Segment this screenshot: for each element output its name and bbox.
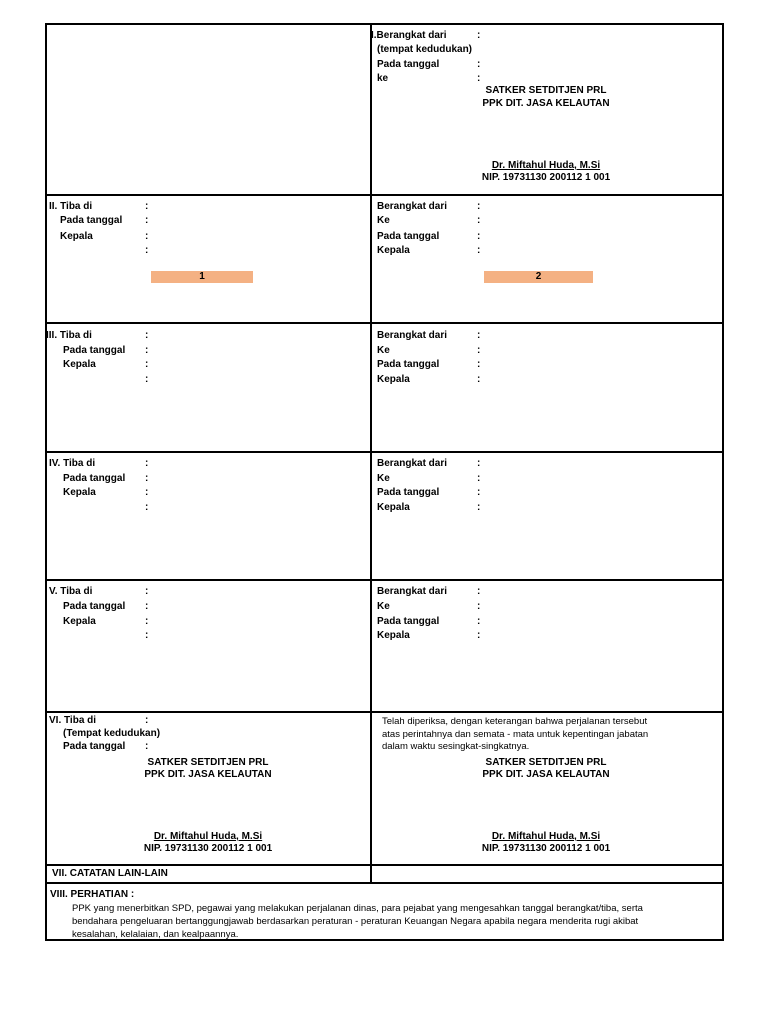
org-ppk: PPK DIT. JASA KELAUTAN [482, 98, 610, 109]
perhatian-title: VIII. PERHATIAN : [50, 889, 135, 900]
berangkat-dari-label: Berangkat dari [377, 586, 448, 597]
kepala-label: Kepala [377, 502, 410, 513]
colon: : [145, 359, 149, 370]
kepala-label: Kepala [63, 616, 96, 627]
row-divider-4 [45, 579, 724, 581]
colon: : [145, 374, 149, 385]
colon: : [477, 59, 481, 70]
pada-tanggal-label: Pada tanggal [63, 741, 126, 752]
page-badge-2: 2 [484, 271, 593, 283]
colon: : [477, 487, 481, 498]
colon: : [477, 215, 481, 226]
pada-tanggal-label: Pada tanggal [60, 215, 123, 226]
colon: : [145, 345, 149, 356]
colon: : [477, 616, 481, 627]
kepala-label: Kepala [63, 359, 96, 370]
colon: : [145, 630, 149, 641]
colon: : [145, 715, 149, 726]
colon: : [145, 330, 149, 341]
row-divider-1 [45, 194, 724, 196]
row-divider-7 [45, 882, 724, 884]
org-satker: SATKER SETDITJEN PRL [485, 85, 607, 96]
pada-tanggal-label: Pada tanggal [63, 601, 126, 612]
row-divider-2 [45, 322, 724, 324]
kepala-label: Kepala [377, 374, 410, 385]
colon: : [145, 231, 149, 242]
page-badge-1: 1 [151, 271, 253, 283]
colon: : [477, 458, 481, 469]
colon: : [145, 502, 149, 513]
colon: : [145, 586, 149, 597]
column-divider [370, 23, 372, 884]
kepala-label: Kepala [377, 245, 410, 256]
berangkat-dari-label: Berangkat dari [377, 330, 448, 341]
ke-label: Ke [377, 601, 390, 612]
pada-tanggal-label: Pada tanggal [63, 345, 126, 356]
org-satker: SATKER SETDITJEN PRL [147, 757, 269, 768]
colon: : [145, 201, 149, 212]
corner-mark [45, 23, 47, 25]
colon: : [145, 741, 149, 752]
verification-note-line-3: dalam waktu sesingkat-singkatnya. [382, 741, 530, 752]
colon: : [145, 487, 149, 498]
colon: : [477, 30, 481, 41]
perhatian-line-2: bendahara pengeluaran bertanggungjawab berdasarkan peraturan - peraturan Keuangan Negara apabila negara menderita rugi akibat [72, 916, 639, 927]
pada-tanggal-label: Pada tanggal [377, 616, 440, 627]
pada-tanggal-label: Pada tanggal [377, 487, 440, 498]
signatory-name: Dr. Miftahul Huda, M.Si [491, 160, 601, 171]
tiba-di-label: III. Tiba di [46, 330, 92, 341]
org-ppk: PPK DIT. JASA KELAUTAN [482, 769, 610, 780]
verification-note-line-1: Telah diperiksa, dengan keterangan bahwa perjalanan tersebut [382, 716, 648, 727]
tempat-kedudukan-label: (Tempat kedudukan) [63, 728, 161, 739]
tiba-di-label: V. Tiba di [49, 586, 93, 597]
berangkat-dari-label: I.Berangkat dari [371, 30, 447, 41]
colon: : [477, 231, 481, 242]
org-ppk: PPK DIT. JASA KELAUTAN [144, 769, 272, 780]
kepala-label: Kepala [377, 630, 410, 641]
signatory-name: Dr. Miftahul Huda, M.Si [491, 831, 601, 842]
org-satker: SATKER SETDITJEN PRL [485, 757, 607, 768]
pada-tanggal-label: Pada tanggal [377, 231, 440, 242]
colon: : [477, 359, 481, 370]
colon: : [477, 502, 481, 513]
colon: : [477, 73, 481, 84]
perhatian-line-1: PPK yang menerbitkan SPD, pegawai yang melakukan perjalanan dinas, para pejabat yang mengesahkan tanggal berangkat/tiba, serta [72, 903, 643, 914]
colon: : [145, 616, 149, 627]
colon: : [145, 601, 149, 612]
colon: : [477, 374, 481, 385]
pada-tanggal-label: Pada tanggal [377, 59, 440, 70]
berangkat-dari-label: Berangkat dari [377, 201, 448, 212]
colon: : [477, 601, 481, 612]
colon: : [477, 630, 481, 641]
tiba-di-label: VI. Tiba di [49, 715, 97, 726]
row-divider-5 [45, 711, 724, 713]
catatan-lain-lain-title: VII. CATATAN LAIN-LAIN [52, 868, 168, 879]
colon: : [477, 586, 481, 597]
signatory-nip: NIP. 19731130 200112 1 001 [481, 172, 611, 183]
kepala-label: Kepala [63, 487, 96, 498]
colon: : [477, 473, 481, 484]
berangkat-dari-label: Berangkat dari [377, 458, 448, 469]
row-divider-6 [45, 864, 724, 866]
perhatian-line-3: kesalahan, kelalaian, dan kealpaannya. [72, 929, 239, 940]
kepala-label: Kepala [60, 231, 93, 242]
colon: : [477, 345, 481, 356]
colon: : [145, 215, 149, 226]
colon: : [145, 458, 149, 469]
row-divider-3 [45, 451, 724, 453]
ke-label: ke [377, 73, 389, 84]
pada-tanggal-label: Pada tanggal [377, 359, 440, 370]
pada-tanggal-label: Pada tanggal [63, 473, 126, 484]
colon: : [477, 201, 481, 212]
colon: : [145, 473, 149, 484]
signatory-name: Dr. Miftahul Huda, M.Si [153, 831, 263, 842]
ke-label: Ke [377, 473, 390, 484]
signatory-nip: NIP. 19731130 200112 1 001 [481, 843, 611, 854]
colon: : [477, 245, 481, 256]
colon: : [477, 330, 481, 341]
ke-label: Ke [377, 215, 390, 226]
tempat-kedudukan-label: (tempat kedudukan) [377, 44, 473, 55]
verification-note-line-2: atas perintahnya dan semata - mata untuk kepentingan jabatan [382, 729, 649, 740]
ke-label: Ke [377, 345, 390, 356]
signatory-nip: NIP. 19731130 200112 1 001 [143, 843, 273, 854]
tiba-di-label: IV. Tiba di [49, 458, 96, 469]
colon: : [145, 245, 149, 256]
tiba-di-label: II. Tiba di [49, 201, 93, 212]
